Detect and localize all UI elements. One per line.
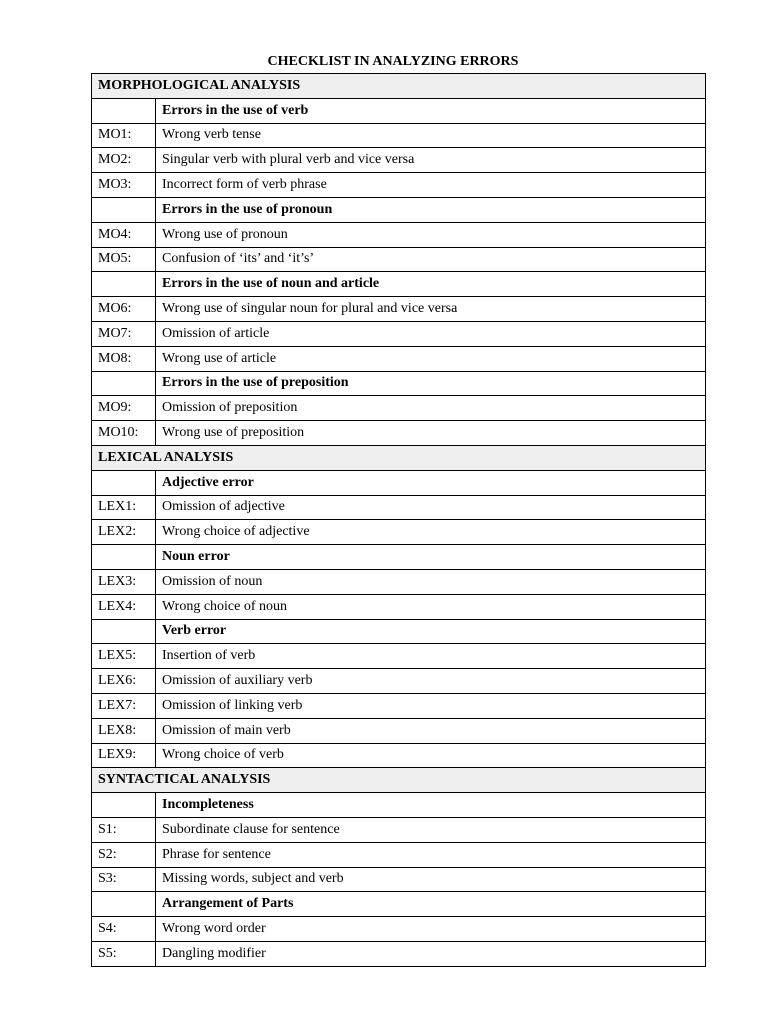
section-header-row xyxy=(92,768,706,793)
error-description: Omission of main verb xyxy=(156,718,706,743)
error-description: Phrase for sentence xyxy=(156,842,706,867)
error-code: MO6: xyxy=(92,297,156,322)
error-code: MO4: xyxy=(92,222,156,247)
section-title: SYNTACTICAL ANALYSIS xyxy=(92,768,706,793)
error-description: Wrong choice of verb xyxy=(156,743,706,768)
table-row xyxy=(92,247,706,272)
table-row xyxy=(92,148,706,173)
group-header-row xyxy=(92,272,706,297)
error-description: Insertion of verb xyxy=(156,644,706,669)
error-checklist-table xyxy=(91,73,706,967)
error-description: Omission of linking verb xyxy=(156,693,706,718)
error-description: Omission of noun xyxy=(156,569,706,594)
table-row xyxy=(92,123,706,148)
section-title: LEXICAL ANALYSIS xyxy=(92,445,706,470)
group-header-row xyxy=(92,545,706,570)
group-header-row xyxy=(92,793,706,818)
table-row xyxy=(92,941,706,966)
error-code: LEX2: xyxy=(92,520,156,545)
error-code: LEX9: xyxy=(92,743,156,768)
group-title: Errors in the use of noun and article xyxy=(156,272,706,297)
error-code: S4: xyxy=(92,917,156,942)
table-row xyxy=(92,520,706,545)
error-code: MO1: xyxy=(92,123,156,148)
table-row xyxy=(92,867,706,892)
error-description: Wrong verb tense xyxy=(156,123,706,148)
table-row xyxy=(92,718,706,743)
section-header-row xyxy=(92,74,706,99)
table-row xyxy=(92,297,706,322)
table-row xyxy=(92,421,706,446)
error-code: LEX5: xyxy=(92,644,156,669)
group-code-cell xyxy=(92,470,156,495)
table-row xyxy=(92,917,706,942)
error-code: MO3: xyxy=(92,173,156,198)
error-description: Missing words, subject and verb xyxy=(156,867,706,892)
group-header-row xyxy=(92,892,706,917)
error-code: LEX8: xyxy=(92,718,156,743)
error-code: MO8: xyxy=(92,346,156,371)
group-title: Errors in the use of pronoun xyxy=(156,197,706,222)
group-title: Adjective error xyxy=(156,470,706,495)
checklist-body xyxy=(92,74,706,967)
error-code: LEX7: xyxy=(92,693,156,718)
error-code: S3: xyxy=(92,867,156,892)
error-code: LEX3: xyxy=(92,569,156,594)
error-description: Incorrect form of verb phrase xyxy=(156,173,706,198)
error-code: LEX6: xyxy=(92,669,156,694)
group-code-cell xyxy=(92,545,156,570)
table-row xyxy=(92,495,706,520)
error-code: LEX4: xyxy=(92,594,156,619)
error-code: MO2: xyxy=(92,148,156,173)
table-row xyxy=(92,594,706,619)
table-row xyxy=(92,222,706,247)
group-code-cell xyxy=(92,272,156,297)
group-header-row xyxy=(92,619,706,644)
group-title: Errors in the use of preposition xyxy=(156,371,706,396)
error-code: MO10: xyxy=(92,421,156,446)
error-code: MO5: xyxy=(92,247,156,272)
group-code-cell xyxy=(92,793,156,818)
error-description: Wrong use of preposition xyxy=(156,421,706,446)
group-title: Verb error xyxy=(156,619,706,644)
error-description: Confusion of ‘its’ and ‘it’s’ xyxy=(156,247,706,272)
error-description: Singular verb with plural verb and vice versa xyxy=(156,148,706,173)
error-description: Subordinate clause for sentence xyxy=(156,817,706,842)
error-description: Wrong word order xyxy=(156,917,706,942)
error-description: Dangling modifier xyxy=(156,941,706,966)
section-header-row xyxy=(92,445,706,470)
error-description: Wrong use of pronoun xyxy=(156,222,706,247)
table-row xyxy=(92,644,706,669)
group-header-row xyxy=(92,470,706,495)
table-row xyxy=(92,173,706,198)
table-row xyxy=(92,396,706,421)
error-description: Wrong choice of adjective xyxy=(156,520,706,545)
table-row xyxy=(92,693,706,718)
error-code: MO7: xyxy=(92,321,156,346)
group-code-cell xyxy=(92,98,156,123)
error-description: Wrong use of singular noun for plural and vice versa xyxy=(156,297,706,322)
error-code: LEX1: xyxy=(92,495,156,520)
error-description: Omission of article xyxy=(156,321,706,346)
table-row xyxy=(92,669,706,694)
group-title: Errors in the use of verb xyxy=(156,98,706,123)
table-row xyxy=(92,743,706,768)
error-description: Omission of preposition xyxy=(156,396,706,421)
error-code: MO9: xyxy=(92,396,156,421)
table-row xyxy=(92,346,706,371)
table-row xyxy=(92,842,706,867)
group-title: Arrangement of Parts xyxy=(156,892,706,917)
group-title: Noun error xyxy=(156,545,706,570)
error-description: Wrong choice of noun xyxy=(156,594,706,619)
error-description: Omission of adjective xyxy=(156,495,706,520)
group-code-cell xyxy=(92,197,156,222)
section-title: MORPHOLOGICAL ANALYSIS xyxy=(92,74,706,99)
error-code: S1: xyxy=(92,817,156,842)
table-row xyxy=(92,569,706,594)
group-header-row xyxy=(92,98,706,123)
page-title: CHECKLIST IN ANALYZING ERRORS xyxy=(267,54,519,69)
group-code-cell xyxy=(92,619,156,644)
error-description: Wrong use of article xyxy=(156,346,706,371)
group-code-cell xyxy=(92,371,156,396)
group-header-row xyxy=(92,371,706,396)
error-code: S2: xyxy=(92,842,156,867)
group-code-cell xyxy=(92,892,156,917)
group-header-row xyxy=(92,197,706,222)
error-description: Omission of auxiliary verb xyxy=(156,669,706,694)
error-code: S5: xyxy=(92,941,156,966)
group-title: Incompleteness xyxy=(156,793,706,818)
table-row xyxy=(92,321,706,346)
table-row xyxy=(92,817,706,842)
